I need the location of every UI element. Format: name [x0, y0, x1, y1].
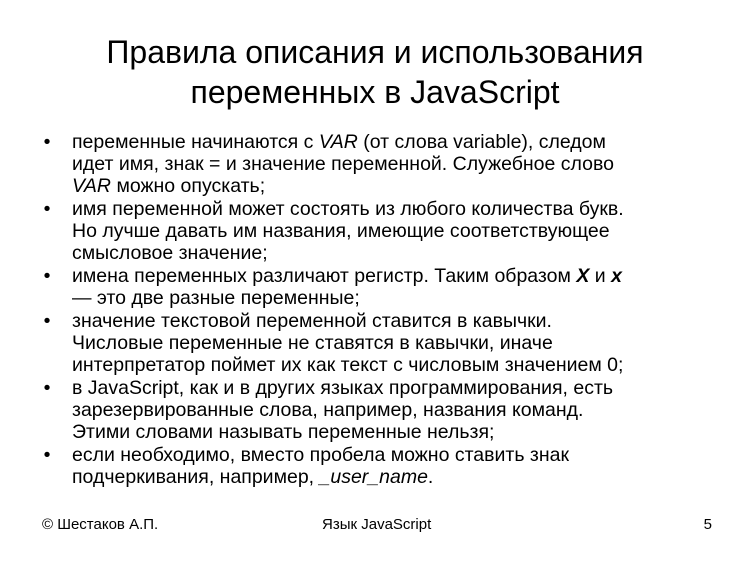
example-variable-name: _user_name	[319, 466, 428, 488]
footer-topic: Язык JavaScript	[322, 516, 432, 533]
bullet-line: если необходимо, вместо пробела можно ставить знак	[72, 444, 569, 466]
bullet-item-variable-name	[36, 198, 726, 264]
bullet-marker: •	[43, 198, 51, 220]
bullet-line: имя переменной может состоять из любого количества букв.	[72, 198, 624, 220]
bullet-line: в JavaScript, как и в других языках программирования, есть	[72, 377, 614, 399]
text-run: переменные начинаются с	[72, 131, 319, 153]
bullet-item-string-quotes	[36, 310, 726, 376]
bullet-marker: •	[43, 265, 51, 287]
bullet-marker: •	[43, 131, 51, 153]
footer-author: © Шестаков А.П.	[42, 516, 159, 533]
text-run: можно опускать;	[111, 175, 266, 197]
bullet-marker: •	[43, 444, 51, 466]
keyword-var: VAR	[72, 175, 112, 197]
variable-lower-x: x	[611, 265, 622, 287]
slide-title	[60, 32, 690, 112]
bullet-list	[36, 131, 726, 489]
bullet-line: зарезервированные слова, например, названия команд.	[72, 399, 584, 421]
bullet-line: Но лучше давать им названия, имеющие соответствующее	[72, 220, 610, 242]
bullet-line: Числовые переменные не ставятся в кавычки, иначе	[72, 332, 553, 354]
keyword-var: VAR	[318, 131, 358, 153]
bullet-line: — это две разные переменные;	[72, 287, 360, 309]
slide-title-line-2: переменных в JavaScript	[190, 74, 560, 110]
bullet-item-case-sensitive	[36, 265, 726, 309]
bullet-line	[72, 265, 726, 287]
text-run: (от слова variable), следом	[357, 131, 606, 153]
slide-title-line-1: Правила описания и использования	[106, 34, 644, 70]
bullet-line: интерпретатор поймет их как текст с числовым значением 0;	[72, 354, 624, 376]
bullet-line	[72, 175, 726, 197]
bullet-line: идет имя, знак = и значение переменной. Служебное слово	[72, 153, 614, 175]
text-run: имена переменных различают регистр. Таким образом	[72, 265, 577, 287]
page-number: 5	[703, 516, 712, 533]
bullet-marker: •	[43, 377, 51, 399]
slide-footer	[42, 516, 712, 536]
bullet-item-var-prefix	[36, 131, 726, 197]
bullet-line	[72, 466, 726, 488]
text-run: .	[427, 466, 434, 488]
bullet-line: Этими словами называть переменные нельзя;	[72, 421, 495, 443]
bullet-line: значение текстовой переменной ставится в кавычки.	[72, 310, 552, 332]
bullet-line	[72, 131, 726, 153]
bullet-item-underscore	[36, 444, 726, 488]
variable-upper-x: X	[576, 265, 590, 287]
text-run: подчеркивания, например,	[72, 466, 320, 488]
bullet-line: смысловое значение;	[72, 242, 268, 264]
bullet-marker: •	[43, 310, 51, 332]
text-run: и	[589, 265, 612, 287]
bullet-item-reserved-words	[36, 377, 726, 443]
